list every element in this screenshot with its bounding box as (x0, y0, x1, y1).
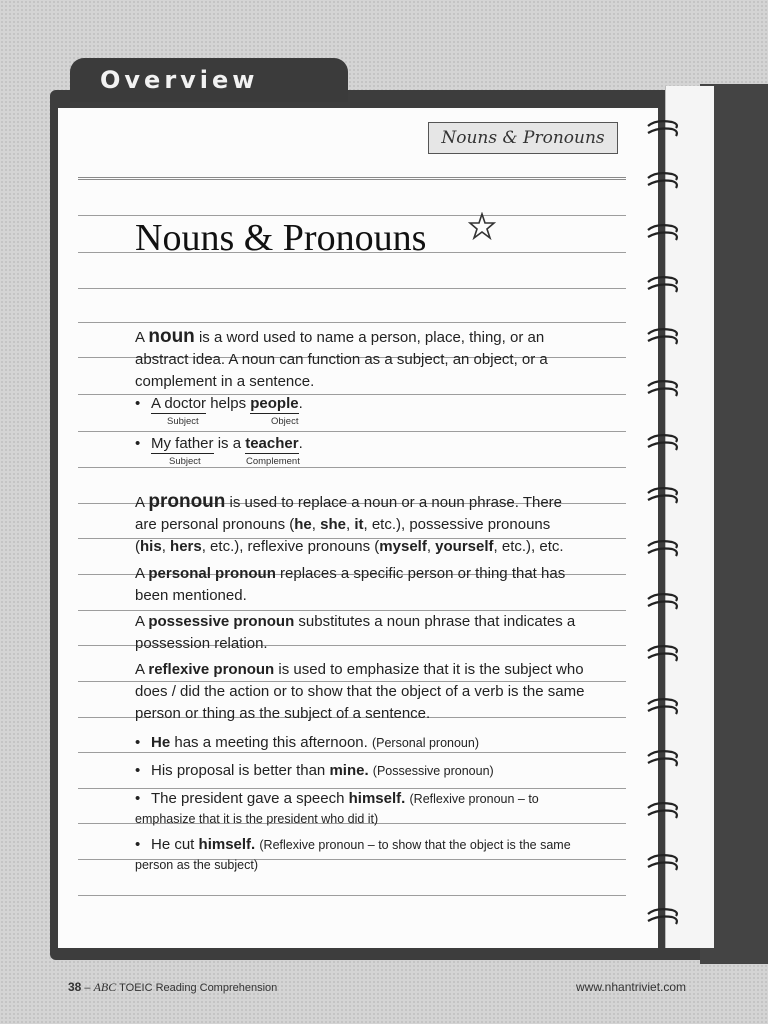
spiral-ring (646, 118, 680, 140)
text: is a word used to name a person, place, thing, or an abstract idea. A noun can function as a subject, an object, or a complement in a sentence. (135, 329, 548, 390)
spiral-ring (646, 748, 680, 770)
spiral-ring (646, 274, 680, 296)
spiral-ring (646, 432, 680, 454)
example-subject (151, 435, 214, 454)
text: , etc.), possessive pronouns ( (135, 516, 551, 555)
text: A doctor (151, 395, 207, 412)
noun-definition (135, 326, 585, 393)
text: He (151, 734, 171, 751)
text: , (345, 516, 355, 533)
spiral-ring (646, 591, 680, 613)
ruled-line (78, 322, 626, 323)
example-note: (Reflexive pronoun – to emphasize that it is the president who did it) (135, 792, 539, 826)
label-complement: Complement (246, 456, 300, 467)
reflexive-pronoun-definition (135, 659, 585, 725)
bullet-icon: • (135, 790, 141, 807)
example-note: (Personal pronoun) (371, 736, 479, 750)
noun-term: noun (148, 326, 195, 347)
text: A (135, 494, 149, 511)
text: , (426, 538, 436, 555)
pronoun-example-1 (135, 733, 595, 753)
overview-tab-label: Overview (100, 66, 259, 94)
text: TOEIC Reading Comprehension (116, 982, 278, 994)
text: is used to emphasize that it is the subject who does / did the action or to show that the object of a verb is the same person or thing as the subject of a sentence. (135, 661, 585, 722)
text: His proposal is better than (151, 762, 330, 779)
text: it (354, 516, 364, 533)
personal-pronoun-definition (135, 563, 585, 607)
text: replaces a specific person or thing that has been mentioned. (135, 565, 566, 604)
text: myself (379, 538, 427, 555)
ruled-line (78, 895, 626, 896)
star-icon (468, 212, 496, 240)
pronoun-example-3 (135, 789, 575, 829)
text: hers (170, 538, 202, 555)
text: My father (151, 435, 214, 452)
pronoun-example-2 (135, 761, 595, 781)
spiral-ring (646, 538, 680, 560)
spiral-ring (646, 852, 680, 874)
text: is a (213, 435, 246, 452)
text: The president gave a speech (151, 790, 349, 807)
topic-badge: Nouns & Pronouns (428, 122, 618, 154)
example-note: (Reflexive pronoun – to show that the object is the same person as the subject) (135, 838, 571, 872)
text: is used to replace a noun or a noun phrase. There are personal pronouns ( (135, 494, 563, 533)
text: she (320, 516, 346, 533)
ruled-line (78, 288, 626, 289)
label-subject: Subject (169, 456, 201, 467)
ruled-line (78, 177, 626, 180)
spiral-ring (646, 170, 680, 192)
text: teacher (245, 435, 299, 452)
bullet-icon: • (135, 762, 141, 779)
spiral-ring (646, 222, 680, 244)
text: , (311, 516, 321, 533)
example-note: (Possessive pronoun) (372, 764, 494, 778)
text: himself. (198, 836, 256, 853)
pronoun-term: pronoun (148, 491, 226, 512)
text: He cut (151, 836, 199, 853)
text: his (140, 538, 162, 555)
possessive-pronoun-definition (135, 611, 585, 655)
text: A (135, 613, 149, 630)
bullet-icon: • (135, 435, 141, 452)
ruled-line (78, 467, 626, 468)
text: helps (206, 395, 251, 412)
footer-book-info (68, 980, 277, 995)
label-subject: Subject (167, 416, 199, 427)
text: A (135, 661, 149, 678)
spiral-ring (646, 485, 680, 507)
spiral-ring (646, 696, 680, 718)
text: people (250, 395, 299, 412)
reflexive-pronoun-term: reflexive pronoun (148, 661, 275, 678)
text: substitutes a noun phrase that indicates a possession relation. (135, 613, 576, 652)
text: , etc.), reflexive pronouns ( (201, 538, 380, 555)
text: , (161, 538, 171, 555)
label-object: Object (271, 416, 299, 427)
text: mine. (329, 762, 369, 779)
spiral-ring (646, 326, 680, 348)
page-number: 38 (68, 980, 82, 994)
pronoun-example-4 (135, 835, 575, 875)
text: . (298, 435, 303, 452)
example-complement (245, 435, 298, 454)
text: . (298, 395, 303, 412)
page-title: Nouns & Pronouns (135, 217, 427, 259)
text: , etc.), etc. (493, 538, 564, 555)
bullet-icon: • (135, 395, 141, 412)
pronoun-definition (135, 491, 585, 558)
spiral-ring (646, 800, 680, 822)
text: he (294, 516, 312, 533)
example-object (250, 395, 298, 414)
spiral-ring (646, 643, 680, 665)
text: ABC (93, 980, 117, 994)
footer-url: www.nhantriviet.com (576, 980, 687, 994)
ruled-line (78, 431, 626, 432)
personal-pronoun-term: personal pronoun (148, 565, 276, 582)
bullet-icon: • (135, 836, 141, 853)
text: yourself (435, 538, 494, 555)
noun-example-1 (135, 395, 303, 412)
text: has a meeting this afternoon. (170, 734, 372, 751)
spiral-ring (646, 378, 680, 400)
text: himself. (348, 790, 406, 807)
overview-tab (70, 58, 348, 102)
text: – (81, 982, 94, 994)
text: A (135, 329, 149, 346)
possessive-pronoun-term: possessive pronoun (148, 613, 295, 630)
spiral-ring (646, 906, 680, 928)
text: A (135, 565, 149, 582)
bullet-icon: • (135, 734, 141, 751)
noun-example-2 (135, 435, 303, 452)
example-subject (151, 395, 206, 414)
